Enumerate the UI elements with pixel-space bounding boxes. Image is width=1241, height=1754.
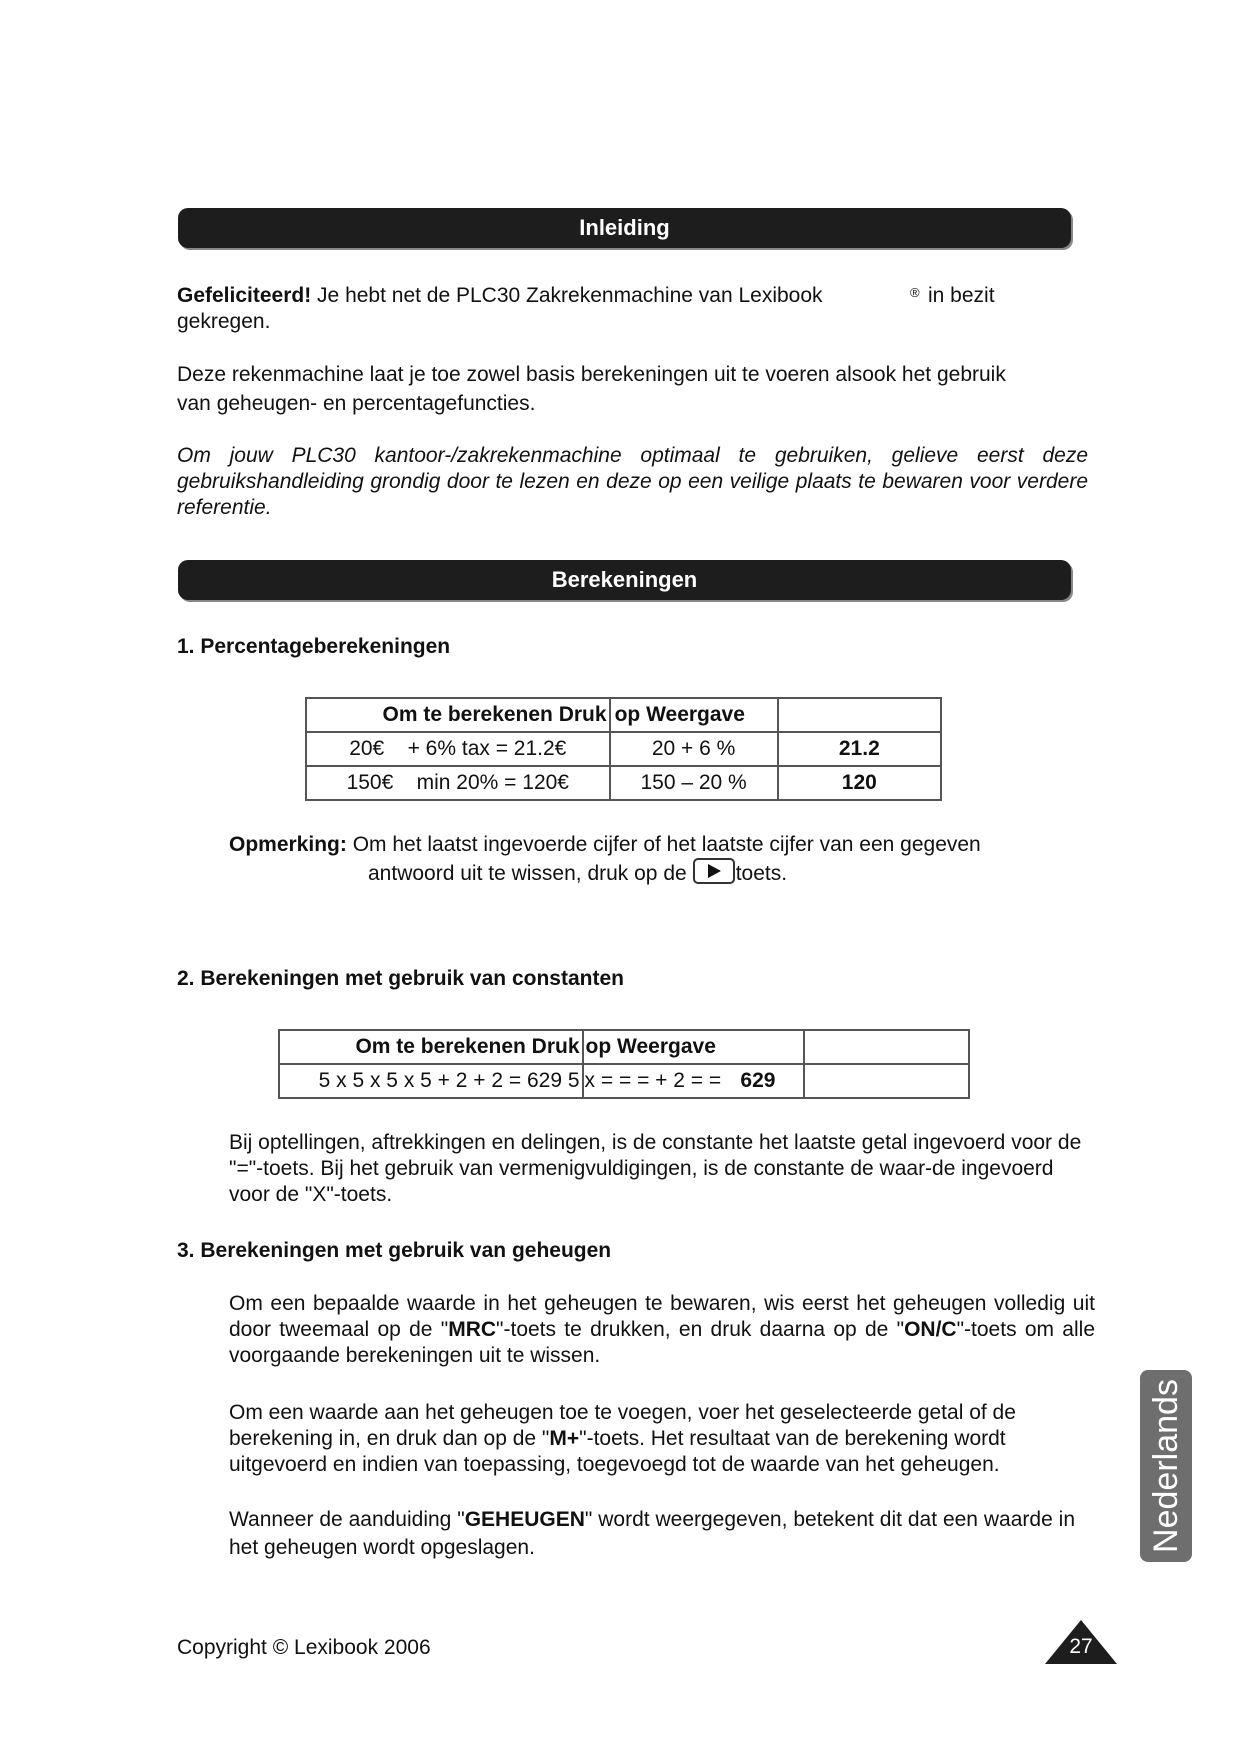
- table-cell: 150€ min 20% = 120€: [306, 766, 610, 800]
- memory-text: Wanneer de aanduiding ": [229, 1508, 465, 1531]
- memory-heading: 3. Berekeningen met gebruik van geheugen: [177, 1239, 612, 1262]
- table-cell: 20€ + 6% tax = 21.2€: [306, 732, 610, 766]
- percent-table: [305, 697, 942, 801]
- copyright: Copyright © Lexibook 2006: [177, 1636, 431, 1659]
- page-number: 27: [1069, 1635, 1093, 1658]
- constants-heading: 2. Berekeningen met gebruik van constanten: [177, 967, 624, 990]
- geheugen-label: GEHEUGEN: [464, 1508, 585, 1531]
- congrats-bold: Gefeliciteerd!: [177, 284, 312, 307]
- table-header-row: [279, 1030, 969, 1064]
- section-title: Berekeningen: [551, 567, 698, 592]
- section-header-intro: [178, 208, 1071, 248]
- memory-text: "-toets. Het resultaat van de berekening wordt uitgevoerd en indien van toepassing, toegevoegd tot de waarde van het geheugen.: [229, 1427, 1006, 1476]
- mrc-key-label: MRC: [448, 1318, 497, 1341]
- memory-text: " wordt weergegeven, betekent dit dat een waarde in het geheugen wordt opgeslagen.: [229, 1508, 1075, 1559]
- table-cell: 629: [740, 1064, 804, 1098]
- table-cell: 20 + 6 %: [610, 732, 778, 766]
- table-row: [279, 1064, 969, 1098]
- memory-para1: [229, 1291, 1095, 1369]
- table-header-cell: Om te berekenen Druk: [279, 1030, 583, 1064]
- intro-para3: Om jouw PLC30 kantoor-/zakrekenmachine optimaal te gebruiken, gelieve eerst deze gebruikshandleiding grondig door te lezen en deze op een veilige plaats te bewaren voor verdere referentie.: [177, 444, 1088, 519]
- memory-text: "-toets te drukken, en druk daarna op de ": [496, 1318, 905, 1341]
- registered-mark: ®: [910, 285, 920, 300]
- intro-para2-line1: Deze rekenmachine laat je toe zowel basis berekeningen uit te voeren alsook het gebruik: [177, 363, 1006, 386]
- note-label: Opmerking:: [229, 833, 347, 856]
- mplus-key-label: M+: [549, 1427, 580, 1450]
- table-header-cell: [804, 1030, 969, 1064]
- congrats-line2: gekregen.: [177, 310, 271, 333]
- section-header-calculations: [178, 560, 1071, 600]
- memory-text: Om een bepaalde waarde in het geheugen te bewaren, wis eerst het geheugen volledig uit door tweemaal op de ": [229, 1292, 1095, 1341]
- table-cell: [804, 1064, 969, 1098]
- onc-key-label: ON/C: [904, 1318, 957, 1341]
- note-text: antwoord uit te wissen, druk op de: [368, 862, 687, 885]
- memory-text: "-toets om alle voorgaande berekeningen uit te wissen.: [229, 1318, 1095, 1367]
- memory-text: Om een waarde aan het geheugen toe te voegen, voer het geselecteerde getal of de berekening in, en druk dan op de ": [229, 1401, 1016, 1450]
- table-header-cell: Om te berekenen Druk: [306, 698, 610, 732]
- table-header-cell: op Weergave: [610, 698, 778, 732]
- congrats-end: in bezit: [928, 284, 995, 307]
- constants-table: [278, 1029, 970, 1099]
- language-tab: [1140, 1370, 1192, 1562]
- table-header-cell: op Weergave: [583, 1030, 804, 1064]
- note-text: Om het laatst ingevoerde cijfer of het laatste cijfer van een gegeven: [346, 833, 981, 856]
- note-text: toets.: [735, 862, 788, 885]
- play-key-icon: [693, 858, 735, 884]
- table-row: [306, 766, 941, 800]
- language-tab-label: Nederlands: [1147, 1379, 1185, 1553]
- percent-note-line1: [229, 832, 1089, 858]
- table-cell: 21.2: [778, 732, 941, 766]
- percent-heading: 1. Percentageberekeningen: [177, 635, 451, 658]
- table-cell: 120: [778, 766, 941, 800]
- table-header-row: [306, 698, 941, 732]
- constants-para: Bij optellingen, aftrekkingen en delingen, is de constante het laatste getal ingevoerd voor de "="-toets. Bij het gebruik van vermenigvuldigingen, is de constante de waar-de ingevoerd voor de "X"-toets.: [229, 1131, 1082, 1206]
- table-header-cell: [778, 698, 941, 732]
- intro-para2-line2: van geheugen- en percentagefuncties.: [177, 392, 536, 415]
- table-cell: 5 x 5 x 5 x 5 + 2 + 2 = 629 5: [279, 1064, 583, 1098]
- memory-para2: [229, 1400, 1089, 1478]
- table-cell: 150 – 20 %: [610, 766, 778, 800]
- congrats-text: Je hebt net de PLC30 Zakrekenmachine van Lexibook: [311, 284, 823, 307]
- memory-para3: [229, 1506, 1075, 1562]
- table-row: [306, 732, 941, 766]
- percent-note-line2: [368, 858, 787, 887]
- section-title: Inleiding: [579, 215, 670, 240]
- table-cell: x = = = + 2 = =: [583, 1064, 741, 1098]
